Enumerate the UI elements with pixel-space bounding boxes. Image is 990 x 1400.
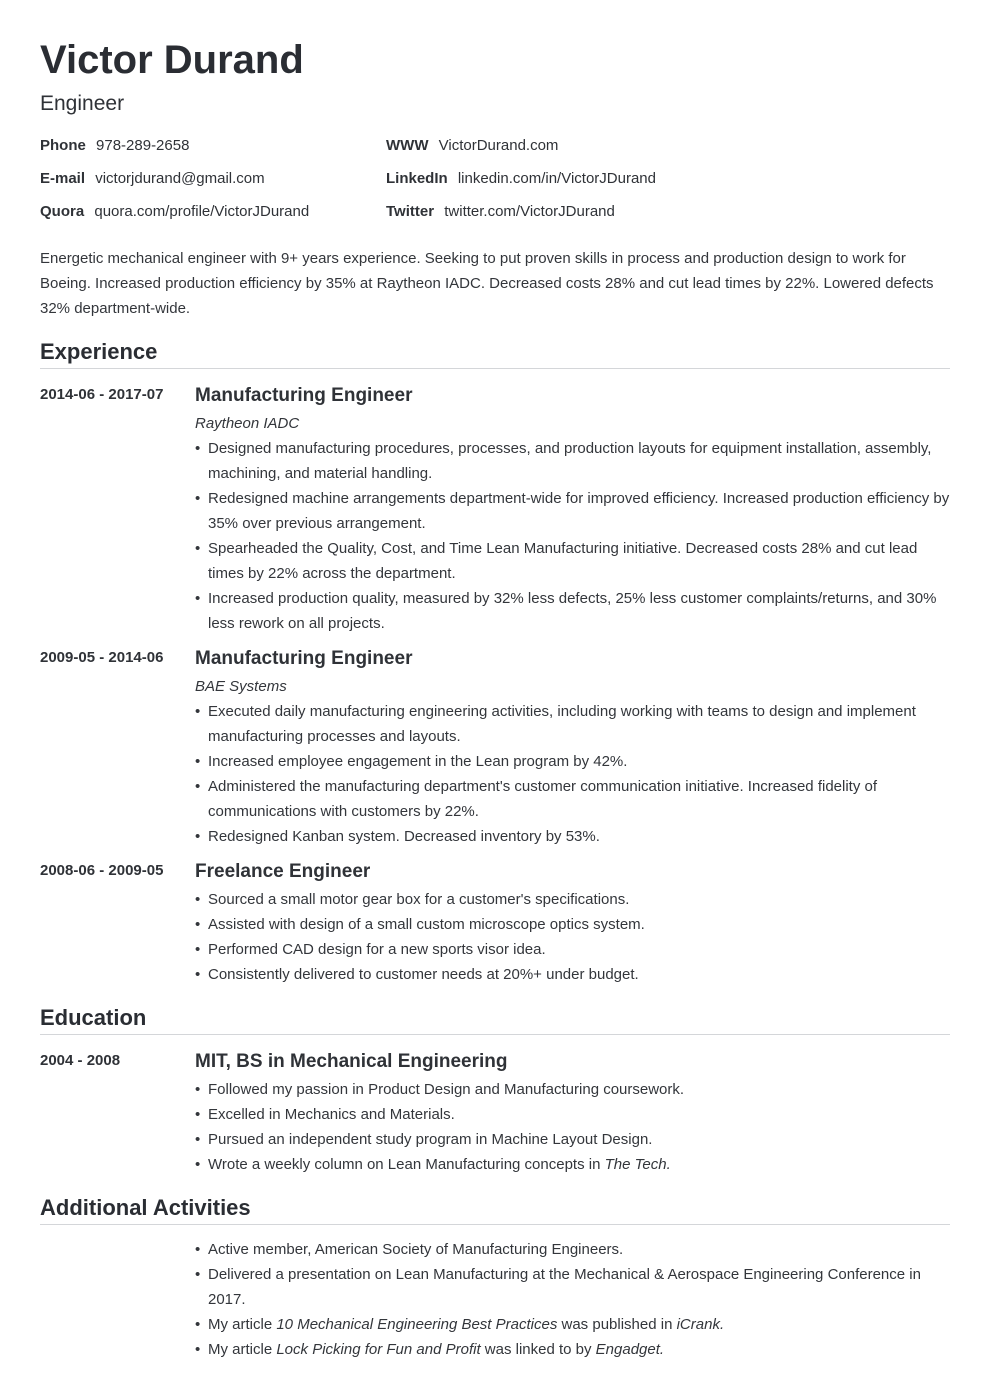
- contact-phone: [40, 135, 386, 157]
- publication-name: Engadget.: [595, 1341, 665, 1358]
- education-item: • Excelled in Mechanics and Materials.: [195, 1102, 950, 1127]
- education-item: [195, 1152, 950, 1177]
- education-item: • Followed my passion in Product Design and Manufacturing coursework.: [195, 1077, 950, 1102]
- education-list: [40, 1049, 950, 1177]
- experience-entry: [40, 646, 950, 849]
- activities-entry: [40, 1237, 950, 1362]
- contact-linkedin: [386, 168, 950, 190]
- activity-item: [195, 1337, 950, 1362]
- article-title: Lock Picking for Fun and Profit: [276, 1341, 481, 1358]
- section-heading-education: Education: [40, 1004, 950, 1035]
- contact-value[interactable]: VictorDurand.com: [438, 137, 559, 154]
- section-heading-experience: Experience: [40, 338, 950, 369]
- contact-value[interactable]: twitter.com/VictorJDurand: [444, 203, 615, 220]
- contact-label: WWW: [386, 137, 429, 154]
- entry-dates-empty: [40, 1237, 195, 1362]
- candidate-name: Victor Durand: [40, 38, 304, 82]
- achievement-item: • Consistently delivered to customer needs at 20%+ under budget.: [195, 962, 950, 987]
- education-bullets: [195, 1077, 950, 1177]
- contact-value[interactable]: linkedin.com/in/VictorJDurand: [457, 170, 656, 187]
- entry-body: [195, 1237, 950, 1362]
- entry-body: [195, 383, 950, 636]
- activity-text: My article: [208, 1316, 277, 1333]
- achievement-list: [195, 436, 950, 636]
- achievement-item: • Performed CAD design for a new sports visor idea.: [195, 937, 950, 962]
- entry-body: [195, 1049, 950, 1177]
- entry-dates: 2004 - 2008: [40, 1052, 121, 1069]
- experience-entry: [40, 859, 950, 987]
- job-role: Manufacturing Engineer: [195, 648, 413, 669]
- achievement-list: [195, 699, 950, 849]
- company-name: BAE Systems: [195, 678, 287, 695]
- entry-body: [195, 859, 950, 987]
- contact-label: LinkedIn: [386, 170, 448, 187]
- publication-name: The Tech.: [604, 1156, 671, 1173]
- education-item: • Pursued an independent study program in Machine Layout Design.: [195, 1127, 950, 1152]
- contact-twitter: [386, 201, 950, 223]
- experience-entry: [40, 383, 950, 636]
- entry-dates: 2009-05 - 2014-06: [40, 649, 164, 666]
- achievement-item: • Executed daily manufacturing engineering activities, including working with teams to design and implement manufacturing processes and layouts.: [195, 699, 950, 749]
- activity-bullets: [195, 1237, 950, 1362]
- activity-item: • Delivered a presentation on Lean Manufacturing at the Mechanical & Aerospace Engineering Conference in 2017.: [195, 1262, 950, 1312]
- contact-value[interactable]: victorjdurand@gmail.com: [95, 170, 265, 187]
- contact-label: Phone: [40, 137, 86, 154]
- contact-www: [386, 135, 950, 157]
- activity-item: • Active member, American Society of Manufacturing Engineers.: [195, 1237, 950, 1262]
- education-entry: [40, 1049, 950, 1177]
- section-heading-activities: Additional Activities: [40, 1194, 950, 1225]
- contact-label: Twitter: [386, 203, 435, 220]
- entry-body: [195, 646, 950, 849]
- contact-label: Quora: [40, 203, 85, 220]
- contact-label: E-mail: [40, 170, 86, 187]
- contact-value[interactable]: 978-289-2658: [96, 137, 190, 154]
- company-name: Raytheon IADC: [195, 415, 300, 432]
- contact-email: [40, 168, 386, 190]
- achievement-list: [195, 887, 950, 987]
- activity-text: My article: [208, 1341, 277, 1358]
- candidate-title: Engineer: [40, 92, 125, 115]
- activity-item: [195, 1312, 950, 1337]
- activities-list: [40, 1237, 950, 1362]
- achievement-item: • Designed manufacturing procedures, processes, and production layouts for equipment installation, assembly, machining, and material handling.: [195, 436, 950, 486]
- achievement-item: • Increased production quality, measured by 32% less defects, 25% less customer complaints/returns, and 30% less rework on all projects.: [195, 586, 950, 636]
- job-role: Manufacturing Engineer: [195, 385, 413, 406]
- achievement-item: • Sourced a small motor gear box for a customer's specifications.: [195, 887, 950, 912]
- contact-quora: [40, 201, 386, 223]
- contact-value[interactable]: quora.com/profile/VictorJDurand: [94, 203, 310, 220]
- achievement-item: • Administered the manufacturing department's customer communication initiative. Increased fidelity of communications with customers by 22%.: [195, 774, 950, 824]
- article-title: 10 Mechanical Engineering Best Practices: [276, 1316, 558, 1333]
- publication-name: iCrank.: [676, 1316, 725, 1333]
- achievement-item: • Redesigned machine arrangements department-wide for improved efficiency. Increased production efficiency by 35% over previous arrangement.: [195, 486, 950, 536]
- contact-grid: [40, 135, 950, 223]
- achievement-item: • Increased employee engagement in the Lean program by 42%.: [195, 749, 950, 774]
- achievement-item: • Spearheaded the Quality, Cost, and Time Lean Manufacturing initiative. Decreased costs 28% and cut lead times by 22% across the department.: [195, 536, 950, 586]
- entry-dates: 2008-06 - 2009-05: [40, 862, 164, 879]
- achievement-item: • Redesigned Kanban system. Decreased inventory by 53%.: [195, 824, 950, 849]
- degree-title: MIT, BS in Mechanical Engineering: [195, 1051, 508, 1072]
- job-role: Freelance Engineer: [195, 861, 371, 882]
- entry-dates: 2014-06 - 2017-07: [40, 386, 164, 403]
- achievement-item: • Assisted with design of a small custom microscope optics system.: [195, 912, 950, 937]
- column-text: Wrote a weekly column on Lean Manufacturing concepts in: [208, 1156, 605, 1173]
- activity-text: was linked to by: [480, 1341, 596, 1358]
- activity-text: was published in: [557, 1316, 677, 1333]
- experience-list: [40, 383, 950, 987]
- summary-paragraph: Energetic mechanical engineer with 9+ years experience. Seeking to put proven skills in process and production design to work for Boeing. Increased production efficiency by 35% at Raytheon IADC. Decreased costs 28% and cut lead times by 22%. Lowered defects 32% department-wide.: [40, 250, 934, 317]
